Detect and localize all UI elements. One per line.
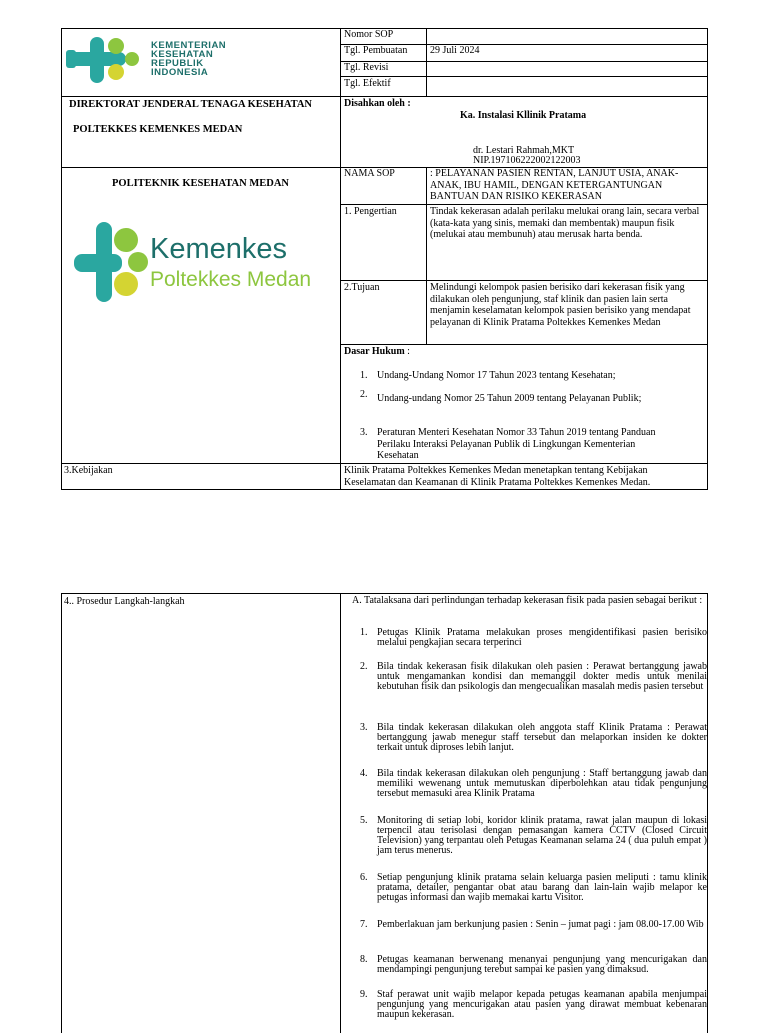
list-item: Setiap pengunjung klinik pratama selain keluarga pasien meliputi : tamu klinik pratama, detailer, pengantar obat atau barang dan lain-lain wajib melapor ke petugas informasi dan wajib memakai kartu Visitor. [377,872,707,903]
table-border-right [707,28,708,490]
approved-by-label: Disahkan oleh : [344,98,411,109]
definition-label: 1. Pengertian [344,206,397,217]
row-line [340,204,708,205]
approver-nip: NIP.197106222002122003 [473,155,581,166]
tgl-revisi-label: Tgl. Revisi [344,62,389,73]
list-item: Peraturan Menteri Kesehatan Nomor 33 Tahun 2019 tentang Panduan Perilaku Interaksi Pelayanan Publik di Lingkungan Kementerian Kesehatan [377,427,656,461]
institution-name: POLITEKNIK KESEHATAN MEDAN [112,178,289,189]
list-item: 2. [360,389,368,400]
list-item: Petugas keamanan berwenang menanyai pengunjung yang mencurigakan dan mendampingi pengunjung terebut sampai ke pasien yang dimaksud. [377,954,707,975]
purpose-value: Melindungi kelompok pasien berisiko dari kekerasan fisik yang dilakukan oleh pengunjung, staf klinik dan pasien lain serta menjamin keselamatan kelompok pasien berisiko yang mendapat pelayanan di Klinik Pratama Poltekkes Kemenkes Medan [430,282,691,328]
tgl-efektif-label: Tgl. Efektif [344,78,391,89]
list-item: Undang-Undang Nomor 17 Tahun 2023 tentang Kesehatan; [377,370,616,381]
list-item: 5. [360,815,368,826]
sop-name-label: NAMA SOP [344,168,395,179]
logo-line: INDONESIA [151,67,209,78]
row-line [61,463,708,464]
list-item: 8. [360,954,368,965]
purpose-label: 2.Tujuan [344,282,380,293]
list-item: 1. [360,627,368,638]
list-item: Monitoring di setiap lobi, koridor klinik pratama, rawat jalan maupun di lokasi terpencil atau terisolasi dengan pemasangan kamera CCTV (Closed Circuit Television) yang terpantau oleh Petugas Keamanan selama 24 ( dua puluh empat ) jam terus menerus. [377,815,707,856]
table-border-bottom [61,489,708,490]
row-line [61,96,708,97]
list-item: 9. [360,989,368,1000]
meta-row-line [340,76,708,77]
list-item: Undang-undang Nomor 25 Tahun 2009 tentang Pelayanan Publik; [377,393,642,404]
tgl-pembuatan-value: 29 Juli 2024 [430,45,480,56]
approver-name: dr. Lestari Rahmah,MKT [473,145,575,156]
row-line [340,280,708,281]
list-item: Pemberlakuan jam berkunjung pasien : Senin – jumat pagi : jam 08.00-17.00 Wib [377,919,704,930]
legal-basis-colon: : [404,346,410,357]
kemenkes-logo-icon [64,32,146,88]
list-item: 7. [360,919,368,930]
list-item: Staf perawat unit wajib melapor kepada petugas keamanan apabila menjumpai pengunjung yang mencurigakan atau pasien yang dirawat membuat kebenaran maupun kekerasan. [377,989,707,1020]
logo-line: KEMENTERIAN [151,40,227,51]
logo-line: REPUBLIK [151,58,204,69]
list-item: 3. [360,722,368,733]
list-item: 3. [360,427,368,438]
kemenkes-logo-text [151,41,226,77]
procedure-label: 4.. Prosedur Langkah-langkah [64,596,185,607]
list-item: 4. [360,768,368,779]
directorate-title: DIREKTORAT JENDERAL TENAGA KESEHATAN [69,99,313,110]
meta-divider [426,28,427,96]
logo-line: KESEHATAN [151,49,214,60]
table-border-top [61,593,708,594]
list-item: Bila tindak kekerasan dilakukan oleh pengunjung : Staff bertanggung jawab dan memiliki wewenang untuk memutuskan diperbolehkan atau tidak pengunjung tersebut memasuki area Klinik Pratama [377,768,707,799]
table-border-left [61,28,62,490]
legal-basis-heading [344,346,410,357]
definition-value: Tindak kekerasan adalah perilaku melukai orang lain, secara verbal (kata-kata yang sinis, memaki dan membentak) maupun fisik (melukai atau membunuh) atau merusak harta benda. [430,206,700,240]
list-item: Bila tindak kekerasan dilakukan oleh anggota staff Klinik Pratama : Perawat bertanggung jawab menegur staff tersebut dan melaporkan insiden ke dokter terkait untuk diproses lebih lanjut. [377,722,707,753]
legal-basis-label: Dasar Hukum [344,346,405,357]
logo-poltekkes-text: Poltekkes Medan [150,268,312,291]
table-divider [340,28,341,490]
list-item: 2. [360,661,368,672]
table-border-right [707,593,708,1033]
poltekkes-title: POLTEKKES KEMENKES MEDAN [73,124,243,135]
list-item: 6. [360,872,368,883]
approver-title: Ka. Instalasi Kllinik Pratama [460,110,587,121]
nomor-sop-label: Nomor SOP [344,29,394,40]
sop-divider [426,167,427,345]
sop-name-value: : PELAYANAN PASIEN RENTAN, LANJUT USIA, ANAK-ANAK, IBU HAMIL, DENGAN KETERGANTUNGAN BANTUAN DAN RISIKO KEKERASAN [430,168,679,202]
list-item: Bila tindak kekerasan fisik dilakukan oleh pasien : Perawat bertanggung jawab untuk mengamankan kondisi dan memanggil dokter medis untuk menilai kebutuhan fisik dan psikologis dan mengecualikan masalah medis pasien tersebut [377,661,707,692]
logo-kemenkes-text: Kemenkes [150,233,288,265]
row-line [340,344,708,345]
tgl-pembuatan-label: Tgl. Pembuatan [344,45,408,56]
list-item: Petugas Klinik Pratama melakukan proses mengidentifikasi pasien berisiko melalui pengkajian secara terperinci [377,627,707,648]
policy-value: Klinik Pratama Poltekkes Kemenkes Medan menetapkan tentang Kebijakan Keselamatan dan Keamanan di Klinik Pratama Poltekkes Kemenkes Medan. [344,465,651,488]
table-border-left [61,593,62,1033]
table-divider [340,593,341,1033]
poltekkes-logo-icon [72,218,150,306]
procedure-section-a: A. Tatalaksana dari perlindungan terhadap kekerasan fisik pada pasien sebagai berikut : [352,595,703,606]
meta-row-line [340,61,708,62]
policy-label: 3.Kebijakan [64,465,113,476]
list-item: 1. [360,370,368,381]
